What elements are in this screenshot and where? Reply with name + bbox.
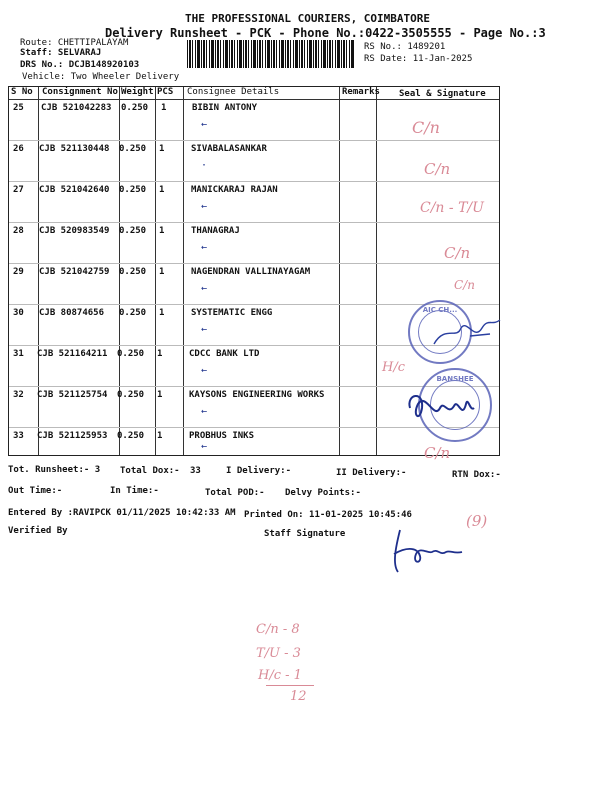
col-consignee: Consignee Details xyxy=(187,87,280,97)
tick-mark: ← xyxy=(201,441,208,452)
tick-mark: ← xyxy=(201,201,208,212)
row-sno: 28 xyxy=(13,226,24,236)
row-consignee: BIBIN ANTONY xyxy=(192,103,258,113)
row-sno: 30 xyxy=(13,308,24,318)
staff-signature-label: Staff Signature xyxy=(264,529,346,539)
total-dox-value: 33 xyxy=(190,466,201,476)
note-underline xyxy=(266,685,314,686)
verified-by: Verified By xyxy=(8,526,68,536)
note-total: 12 xyxy=(290,689,307,704)
row-consignee: SYSTEMATIC ENGG xyxy=(191,308,273,318)
row-consignment: CJB 521042640 xyxy=(39,185,110,195)
tot-runsheet: Tot. Runsheet:- 3 xyxy=(8,465,101,475)
row-consignment: CJB 521125953 xyxy=(37,431,108,441)
handwriting-row28: C/n xyxy=(444,244,471,262)
row-sno: 32 xyxy=(13,390,24,400)
row-pcs: 1 xyxy=(161,103,167,113)
col-weight: Weight xyxy=(121,87,154,97)
row-pcs: 1 xyxy=(159,267,165,277)
row-weight: 0.250 xyxy=(119,267,147,277)
rtn-dox: RTN Dox:- xyxy=(452,470,501,480)
barcode-1 xyxy=(187,40,355,60)
row-weight: 0.250 xyxy=(117,431,145,441)
note-tu: T/U - 3 xyxy=(256,646,301,661)
in-time: In Time:- xyxy=(110,486,159,496)
drs-number: DRS No.: DCJB148920103 xyxy=(20,60,140,70)
row-consignment: CJB 521125754 xyxy=(37,390,108,400)
runsheet-title: Delivery Runsheet - PCK - Phone No.:0422-3505555 - Page No.:3 xyxy=(105,26,546,40)
row-weight: 0.250 xyxy=(117,390,145,400)
row-pcs: 1 xyxy=(157,349,163,359)
row-consignee: THANAGRAJ xyxy=(191,226,240,236)
col-consignment: Consignment No xyxy=(42,87,118,97)
total-dox-label: Total Dox:- xyxy=(120,466,180,476)
row-sno: 27 xyxy=(13,185,24,195)
signature-row32 xyxy=(404,386,476,430)
row-consignee: CDCC BANK LTD xyxy=(189,349,260,359)
col-sno: S No xyxy=(11,87,33,97)
row-weight: 0.250 xyxy=(117,349,145,359)
note-cn: C/n - 8 xyxy=(256,622,300,637)
tick-mark: ← xyxy=(201,283,208,294)
table-row xyxy=(9,263,499,304)
row-weight: 0.250 xyxy=(121,103,149,113)
row-pcs: 1 xyxy=(159,308,165,318)
out-time: Out Time:- xyxy=(8,486,63,496)
total-pod: Total POD:- xyxy=(205,488,265,498)
tick-mark: ← xyxy=(201,242,208,253)
row-consignment: CJB 521042759 xyxy=(39,267,110,277)
rs-date: RS Date: 11-Jan-2025 xyxy=(364,54,473,64)
tick-mark: · xyxy=(201,160,208,171)
row-pcs: 1 xyxy=(157,390,163,400)
row-consignment: CJB 521130448 xyxy=(39,144,110,154)
row-pcs: 1 xyxy=(159,144,165,154)
tick-mark: ← xyxy=(201,324,208,335)
circled-note: (9) xyxy=(466,512,488,530)
row-consignee: SIVABALASANKAR xyxy=(191,144,267,154)
row-consignee: PROBHUS INKS xyxy=(189,431,255,441)
row-weight: 0.250 xyxy=(119,226,147,236)
printed-on: Printed On: 11-01-2025 10:45:46 xyxy=(244,510,412,520)
row-sno: 25 xyxy=(13,103,24,113)
row-pcs: 1 xyxy=(159,185,165,195)
tick-mark: ← xyxy=(201,365,208,376)
table-row xyxy=(9,222,499,263)
row-weight: 0.250 xyxy=(119,144,147,154)
staff-signature xyxy=(388,524,468,578)
tick-mark: ← xyxy=(201,406,208,417)
handwriting-row25: C/n xyxy=(412,118,440,137)
col-remarks: Remarks xyxy=(342,87,380,97)
row-consignment: CJB 521042283 xyxy=(41,103,112,113)
row-sno: 26 xyxy=(13,144,24,154)
ii-delivery: II Delivery:- xyxy=(336,468,407,478)
route: Route: CHETTIPALAYAM xyxy=(20,38,129,48)
handwriting-row29: C/n xyxy=(454,278,475,292)
handwriting-row26: C/n xyxy=(424,160,451,178)
i-delivery: I Delivery:- xyxy=(226,466,292,476)
vehicle: Vehicle: Two Wheeler Delivery xyxy=(22,72,180,82)
note-hc: H/c - 1 xyxy=(258,668,302,683)
company-name: THE PROFESSIONAL COURIERS, COIMBATORE xyxy=(185,12,431,25)
row-pcs: 1 xyxy=(159,226,165,236)
row-pcs: 1 xyxy=(157,431,163,441)
row-consignment: CJB 521164211 xyxy=(37,349,108,359)
signature-row30 xyxy=(430,306,510,356)
row-consignee: NAGENDRAN VALLINAYAGAM xyxy=(191,267,311,277)
staff: Staff: SELVARAJ xyxy=(20,48,102,58)
row-consignment: CJB 520983549 xyxy=(39,226,110,236)
barcode-2 xyxy=(187,60,355,68)
handwriting-row27: C/n - T/U xyxy=(420,200,484,216)
col-pcs: PCS xyxy=(157,87,174,97)
bank-seal-stamp: BANSHEE xyxy=(418,368,492,442)
row-sno: 31 xyxy=(13,349,24,359)
handwriting-row33: C/n xyxy=(424,444,451,462)
row-weight: 0.250 xyxy=(119,185,147,195)
row-sno: 29 xyxy=(13,267,24,277)
col-seal-signature: Seal & Signature xyxy=(399,89,486,99)
row-sno: 33 xyxy=(13,431,24,441)
rs-number: RS No.: 1489201 xyxy=(364,42,446,52)
row-consignment: CJB 80874656 xyxy=(39,308,105,318)
row-weight: 0.250 xyxy=(119,308,147,318)
entered-by: Entered By :RAVIPCK 01/11/2025 10:42:33 AM xyxy=(8,508,236,518)
tick-mark: ← xyxy=(201,119,208,130)
handwriting-row31: H/c xyxy=(382,360,405,375)
company-seal-stamp: AIC CH... xyxy=(408,300,472,364)
row-consignee: MANICKARAJ RAJAN xyxy=(191,185,278,195)
delvy-points: Delvy Points:- xyxy=(285,488,361,498)
row-consignee: KAYSONS ENGINEERING WORKS xyxy=(189,390,325,400)
